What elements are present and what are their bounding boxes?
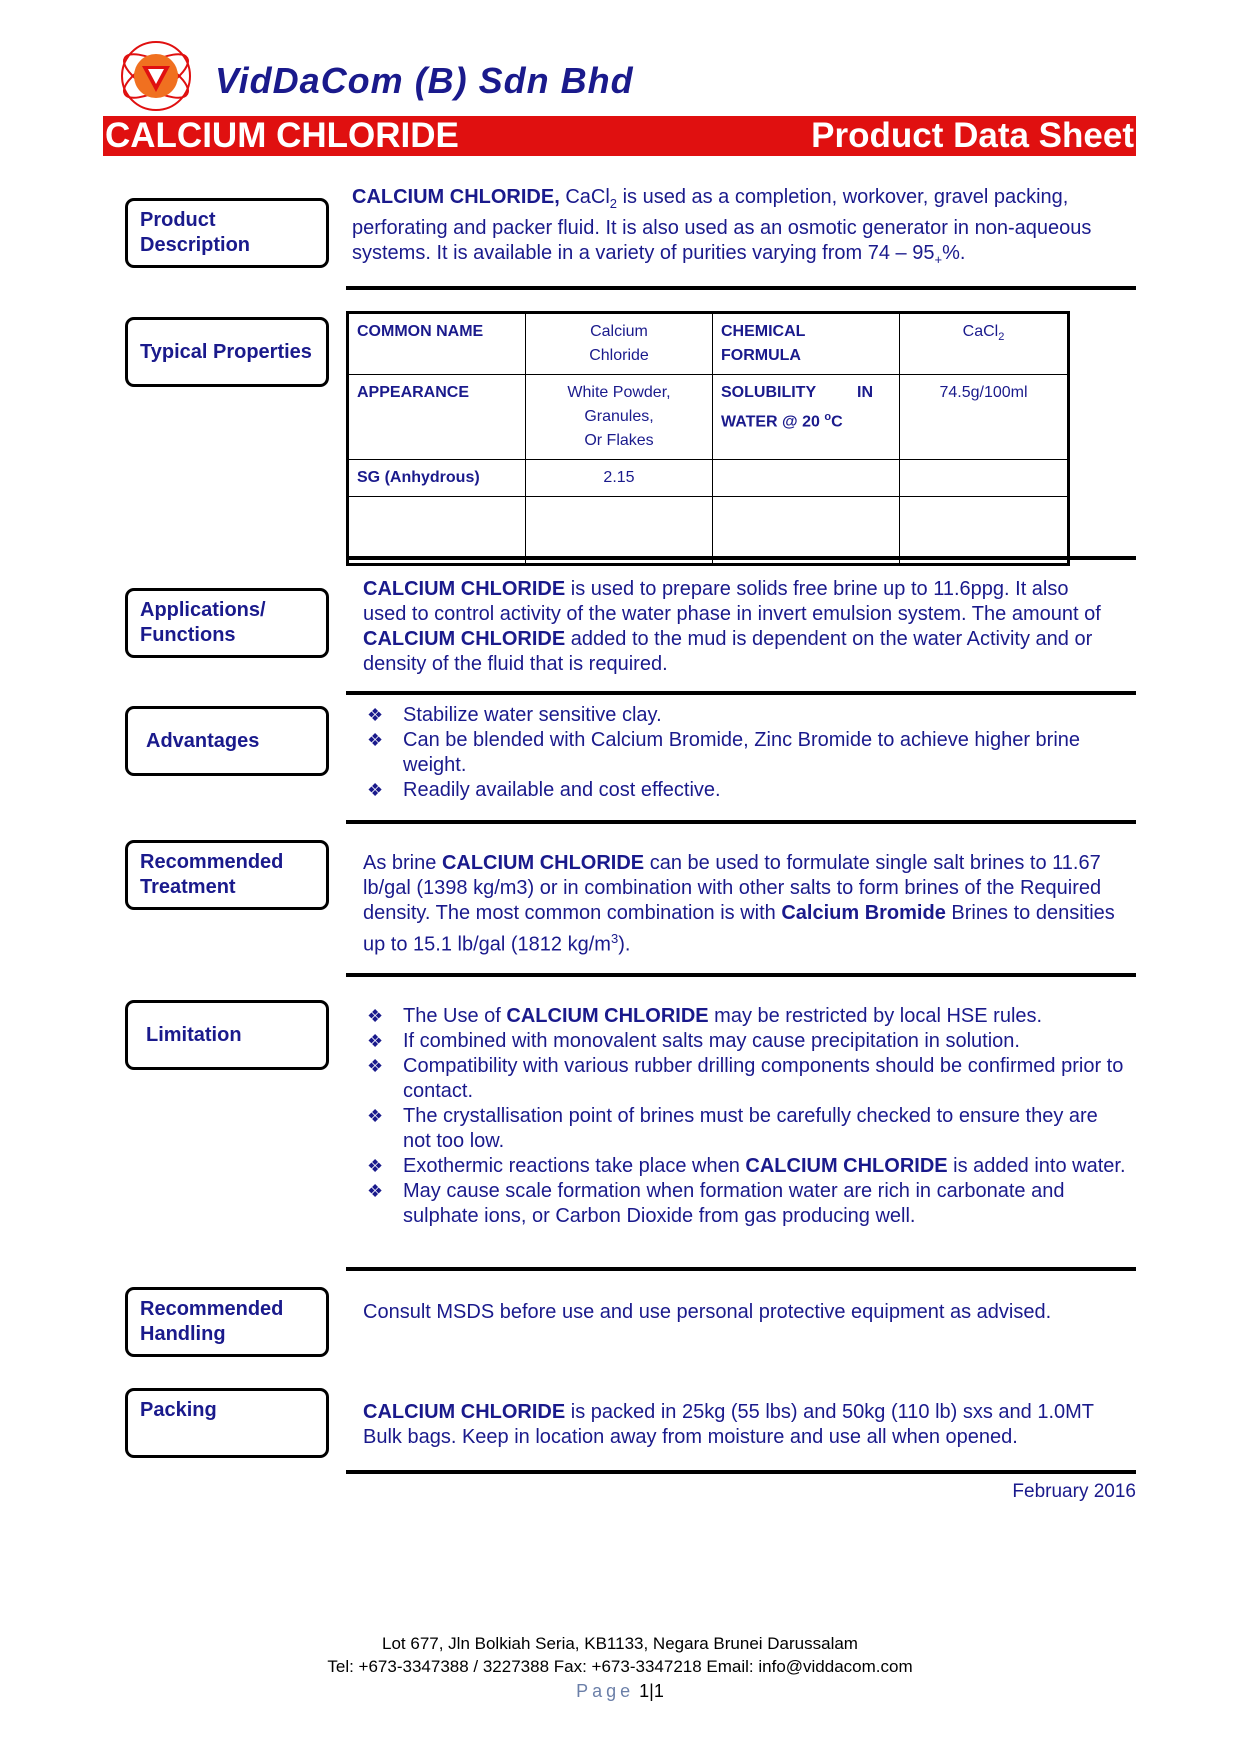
document-date: February 2016 [1012, 1481, 1136, 1502]
empty-cell [348, 497, 526, 565]
company-logo [118, 38, 194, 114]
empty-cell [526, 497, 713, 565]
chemical-formula-value: CaCl$_2$ [900, 313, 1069, 375]
chemical-formula-key: CHEMICAL FORMULA [713, 313, 900, 375]
limitations-list [365, 1004, 1130, 1229]
list-item: ❖ The Use of CALCIUM CHLORIDE may be restricted by local HSE rules. [365, 1004, 1130, 1029]
product-title: CALCIUM CHLORIDE [105, 116, 459, 155]
label-limitation: Limitation [125, 1000, 329, 1070]
label-advantages: Advantages [125, 706, 329, 776]
footer-address: Lot 677, Jln Bolkiah Seria, KB1133, Negara Brunei Darussalam [382, 1634, 858, 1653]
section-divider [346, 973, 1136, 977]
product-description-text: CALCIUM CHLORIDE, CaCl$_2$ is used as a completion, workover, gravel packing, perforating and packer fluid. It is also used as an osmotic generator in non-aqueous systems. It is available in a variety of purities varying from $74 - 95_+\%$. [352, 186, 1092, 267]
empty-cell [900, 497, 1069, 565]
company-name: VidDaCom (B) Sdn Bhd [215, 60, 634, 101]
advantages-list [365, 703, 1125, 803]
packing-text: CALCIUM CHLORIDE is packed in 25kg (55 lbs) and 50kg (110 lb) sxs and 1.0MT Bulk bags. Keep in location away from moisture and use all when opened. [363, 1401, 1094, 1448]
common-name-key: COMMON NAME [348, 313, 526, 375]
list-item: ❖ May cause scale formation when formation water are rich in carbonate and sulphate ions, or Carbon Dioxide from gas producing well. [365, 1179, 1130, 1229]
section-divider [346, 1267, 1136, 1271]
list-item: ❖ Compatibility with various rubber drilling components should be confirmed prior to contact. [365, 1054, 1130, 1104]
sg-key: SG (Anhydrous) [348, 460, 526, 497]
appearance-key: APPEARANCE [348, 375, 526, 460]
label-recommended-handling: Recommended Handling [125, 1287, 329, 1357]
section-divider [346, 1470, 1136, 1474]
label-product-description: Product Description [125, 198, 329, 268]
section-divider [346, 820, 1136, 824]
list-item: ❖ If combined with monovalent salts may cause precipitation in solution. [365, 1029, 1130, 1054]
page-number: Page 1|1 [576, 1681, 664, 1701]
section-divider [346, 556, 1136, 560]
label-packing: Packing [125, 1388, 329, 1458]
list-item: ❖ Can be blended with Calcium Bromide, Zinc Bromide to achieve higher brine weight. [365, 728, 1125, 778]
appearance-value: White Powder, Granules, Or Flakes [526, 375, 713, 460]
title-banner [103, 116, 1136, 156]
sheet-title: Product Data Sheet [811, 116, 1134, 155]
label-recommended-treatment: Recommended Treatment [125, 840, 329, 910]
list-item: ❖ Exothermic reactions take place when CALCIUM CHLORIDE is added into water. [365, 1154, 1130, 1179]
sg-value: 2.15 [526, 460, 713, 497]
list-item: ❖ The crystallisation point of brines must be carefully checked to ensure they are not too low. [365, 1104, 1130, 1154]
handling-text: Consult MSDS before use and use personal protective equipment as advised. [363, 1301, 1052, 1323]
solubility-value: 74.5g/100ml [900, 375, 1069, 460]
treatment-text: As brine CALCIUM CHLORIDE can be used to formulate single salt brines to 11.67 lb/gal (1398 kg/m3) or in combination with other salts to form brines of the Required density. The most common combination is with Calcium Bromide Brines to densities up to 15.1 lb/gal (1812 $kg/m^3$). [363, 852, 1115, 956]
empty-cell [713, 460, 900, 497]
list-item: ❖ Readily available and cost effective. [365, 778, 1125, 803]
footer-contact: Tel: +673-3347388 / 3227388 Fax: +673-3347218 Email: info@viddacom.com [327, 1657, 913, 1676]
label-applications: Applications/ Functions [125, 588, 329, 658]
applications-text: CALCIUM CHLORIDE is used to prepare solids free brine up to 11.6ppg. It also used to control activity of the water phase in invert emulsion system. The amount of CALCIUM CHLORIDE added to the mud is dependent on the water Activity and or density of the fluid that is required. [363, 578, 1101, 675]
label-typical-properties: Typical Properties [125, 317, 329, 387]
common-name-value: Calcium Chloride [526, 313, 713, 375]
properties-table [346, 311, 1070, 566]
list-item: ❖ Stabilize water sensitive clay. [365, 703, 1125, 728]
empty-cell [713, 497, 900, 565]
section-divider [346, 691, 1136, 695]
section-divider [346, 286, 1136, 290]
solubility-key: SOLUBILITY IN WATER @ 20 $^o$C [713, 375, 900, 460]
empty-cell [900, 460, 1069, 497]
